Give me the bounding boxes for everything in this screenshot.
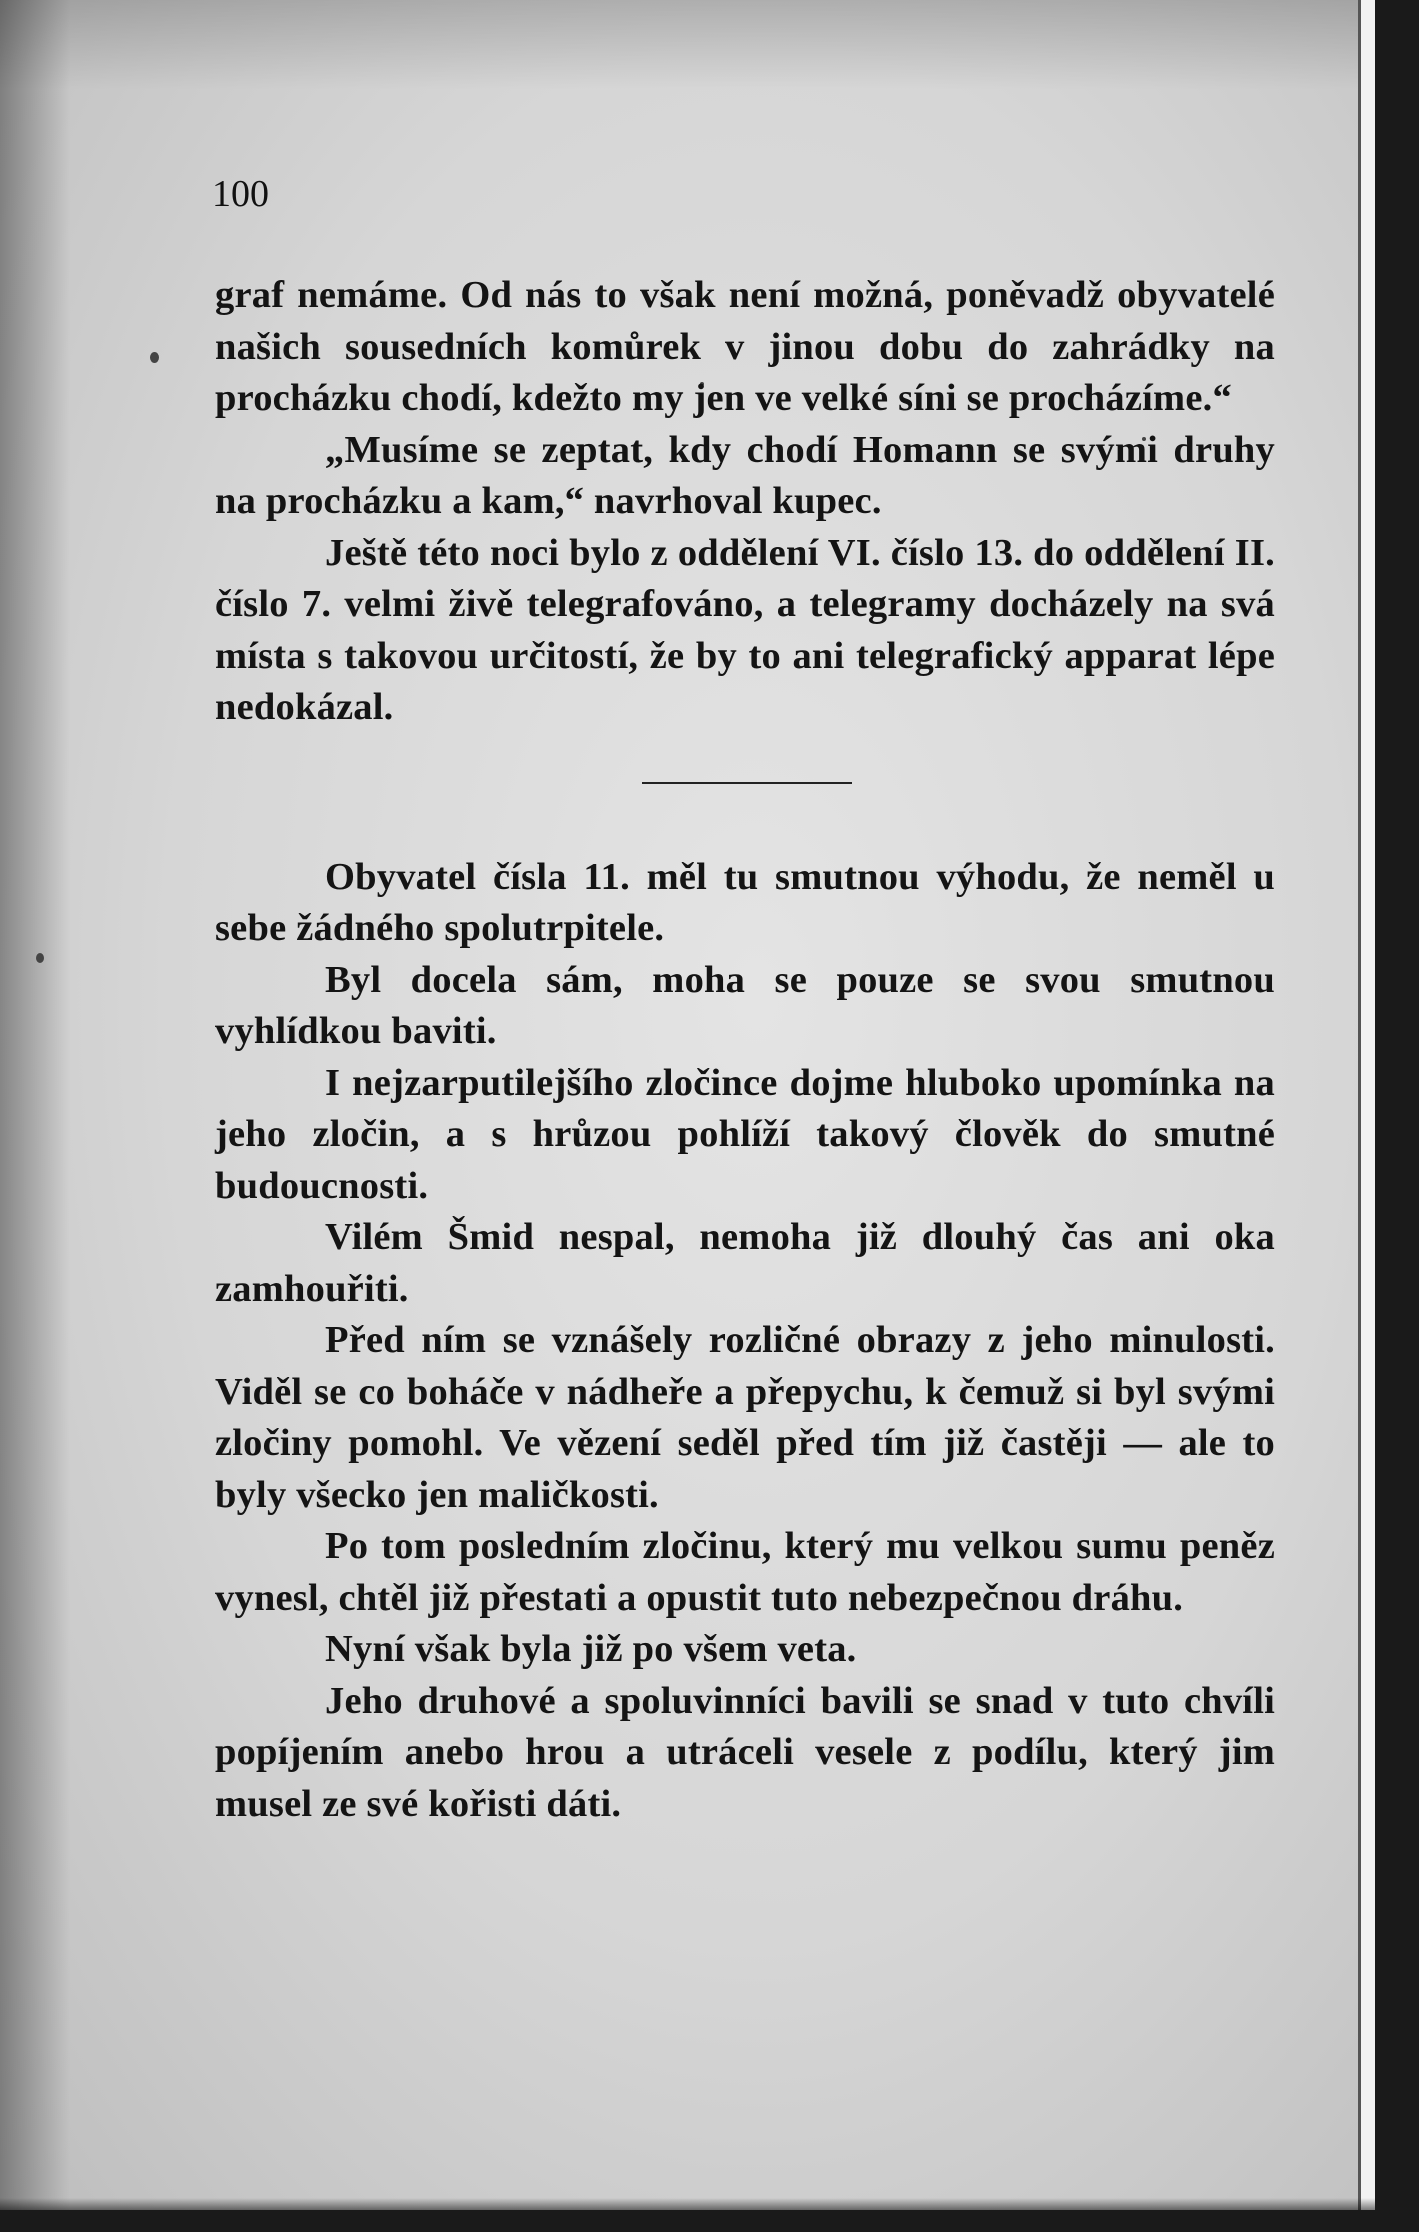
paragraph: Vilém Šmid nespal, nemoha již dlouhý čas ani oka zamhouřiti. (215, 1216, 1275, 1310)
top-shadow (0, 0, 1375, 90)
paragraph: Jeho druhové a spoluvinníci bavili se snad v tuto chvíli popíjením anebo hrou a utráceli vesele z podílu, který jim musel ze své kořisti dáti. (215, 1679, 1275, 1825)
paragraph: Byl docela sám, moha se pouze se svou smutnou vyhlídkou baviti. (215, 958, 1275, 1052)
paragraph: Ještě této noci bylo z oddělení VI. číslo 13. do oddělení II. číslo 7. velmi živě telegrafováno, a telegramy docházely na svá místa s takovou určitostí, že by to ani telegrafický apparat lépe nedokázal. (215, 531, 1275, 728)
paragraph: graf nemáme. Od nás to však není možná, poněvadž obyvatelé našich sousedních komůrek v jinou dobu do zahrádky na procházku chodí, kdežto my jen ve velké síni se procházíme.“ (215, 274, 1275, 419)
paragraph: Po tom posledním zločinu, který mu velkou sumu peněz vynesl, chtěl již přestati a opustit tuto nebezpečnou dráhu. (215, 1525, 1275, 1619)
ink-speck (150, 352, 159, 363)
ink-speck (36, 953, 44, 963)
paragraph: „Musíme se zeptat, kdy chodí Homann se svými druhy na procházku a kam,“ navrhoval kupec. (215, 428, 1275, 522)
paragraph: I nejzarputilejšího zločince dojme hluboko upomínka na jeho zločin, a s hrůzou pohlíží takový člověk do smutné budoucnosti. (215, 1061, 1275, 1207)
binding-shadow (0, 0, 70, 2210)
section-divider (642, 782, 852, 784)
bottom-shadow (0, 2198, 1375, 2210)
paragraph: Před ním se vznášely rozličné obrazy z jeho minulosti. Viděl se co boháče v nádheře a přepychu, k čemuž si byl svými zločiny pomohl. Ve vězení seděl před tím již častěji — ale to byly všecko jen maličkosti. (215, 1319, 1275, 1516)
body-text (215, 270, 1275, 1830)
page-edge (1358, 0, 1375, 2210)
paragraph: Obyvatel čísla 11. měl tu smutnou výhodu, že neměl u sebe žádného spolutrpitele. (215, 855, 1275, 949)
paragraph: Nyní však byla již po všem veta. (325, 1628, 857, 1670)
page-number: 100 (212, 173, 269, 215)
